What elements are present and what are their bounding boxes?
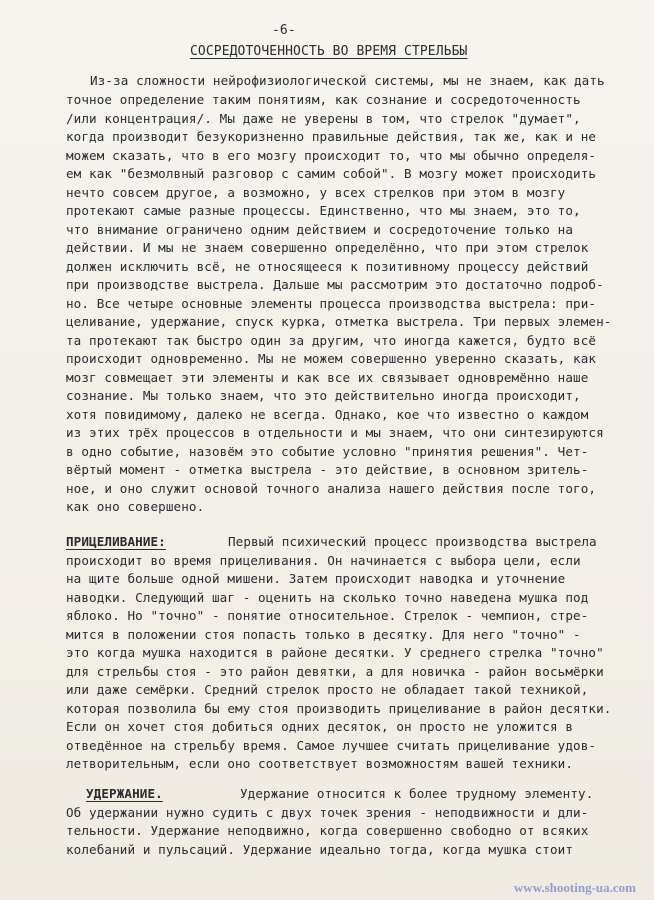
text-line: колебаний и пульсаций. Удержание идеально тогда, когда мушка стоит <box>66 842 574 857</box>
text-line: нечто совсем другое, а возможно, у всех стрелков при этом в мозгу <box>66 185 566 200</box>
text-line: Удержание относится к более трудному элементу. <box>240 786 594 801</box>
text-line: ем как "безмолвный разговор с самим собой". В мозгу может происходить <box>66 166 597 181</box>
text-line: Об удержании нужно судить с двух точек зрения - неподвижности и дли- <box>66 805 589 820</box>
text-line: при производстве выстрела. Дальше мы рассмотрим это достаточно подроб- <box>66 277 604 292</box>
text-line: протекают самые разные процессы. Единственно, что мы знаем, это то, <box>66 203 581 218</box>
text-line: летворительным, если оно соответствует возможностям вашей техники. <box>66 756 574 771</box>
page-number: -6- <box>272 23 296 38</box>
text-line: мится в положении стоя попасть только в десятку. Для него "точно" - <box>66 627 581 642</box>
text-line: тельности. Удержание неподвижно, когда совершенно свободно от всяких <box>66 823 589 838</box>
text-line: точное определение таким понятиям, как сознание и сосредоточенность <box>66 92 581 107</box>
text-line: Если он хочет стоя добиться одних десяток, он просто не уложится в <box>66 719 574 734</box>
text-line: происходит одновременно. Мы не можем совершенно уверенно сказать, как <box>66 351 597 366</box>
text-line: действии. И мы не знаем совершенно определённо, что при этом стрелок <box>66 240 589 255</box>
text-line: Первый психический процесс производства выстрела <box>228 534 597 549</box>
text-line: должен исключить всё, не относящееся к позитивному процессу действий <box>66 259 589 274</box>
text-line: которая позволила бы ему стоя производить прицеливание в район десятки. <box>66 701 612 716</box>
text-line: на щите больше одной мишени. Затем происходит наводка и уточнение <box>66 571 566 586</box>
page-title: СОСРЕДОТОЧЕННОСТЬ ВО ВРЕМЯ СТРЕЛЬБЫ <box>190 44 468 59</box>
text-line: целивание, удержание, спуск курка, отметка выстрела. Три первых элемен- <box>66 314 612 329</box>
text-line: или даже семёрки. Средний стрелок просто не обладает такой техникой, <box>66 682 589 697</box>
text-line: как оно совершено. <box>66 499 205 514</box>
watermark: www.shooting-ua.com <box>513 880 636 895</box>
text-line: из этих трёх процессов в отдельности и мы знаем, что они синтезируются <box>66 425 604 440</box>
text-line: та протекают так быстро один за другим, что иногда кажется, будто всё <box>66 333 597 348</box>
text-line: в одно событие, назовём это событие условно "принятия решения". Чет- <box>66 444 589 459</box>
text-line: это когда мушка находится в районе десятки. У среднего стрелка "точно" <box>66 645 604 660</box>
heading-holding: УДЕРЖАНИЕ. <box>86 786 163 801</box>
text-line: ное, и оно служит основой точного анализа нашего действия после того, <box>66 481 597 496</box>
text-line: для стрельбы стоя - это район девятки, а для новичка - район восьмёрки <box>66 664 604 679</box>
text-line: мозг совмещает эти элементы и как все их связывает одновремённо наше <box>66 370 589 385</box>
text-line: но. Все четыре основные элементы процесса производства выстрела: при- <box>66 296 597 311</box>
text-line: наводки. Следующий шаг - оценить на сколько точно наведена мушка под <box>66 590 589 605</box>
text-line: отведённое на стрельбу время. Самое лучшее считать прицеливание удов- <box>66 738 597 753</box>
text-line: происходит во время прицеливания. Он начинается с выбора цели, если <box>66 553 581 568</box>
text-line: Из-за сложности нейрофизиологической системы, мы не знаем, как дать <box>90 73 605 88</box>
text-line: что внимание ограничено одним действием и сосредоточение только на <box>66 222 574 237</box>
text-line: когда производит безукоризненно правильные действия, так же, как и не <box>66 129 597 144</box>
text-line: яблоко. Но "точно" - понятие относительное. Стрелок - чемпион, стре- <box>66 608 589 623</box>
heading-aiming: ПРИЦЕЛИВАНИЕ: <box>66 534 166 549</box>
text-line: хотя повидимому, далеко не всегда. Однако, кое что известно о каждом <box>66 407 589 422</box>
text-line: вёртый момент - отметка выстрела - это действие, в основном зритель- <box>66 462 589 477</box>
text-line: /или концентрация/. Мы даже не уверены в том, что стрелок "думает", <box>66 111 581 126</box>
text-line: можем сказать, что в его мозгу происходит то, что мы обычно определя- <box>66 148 597 163</box>
text-line: сознание. Мы только знаем, что это действительно иногда происходит, <box>66 388 581 403</box>
